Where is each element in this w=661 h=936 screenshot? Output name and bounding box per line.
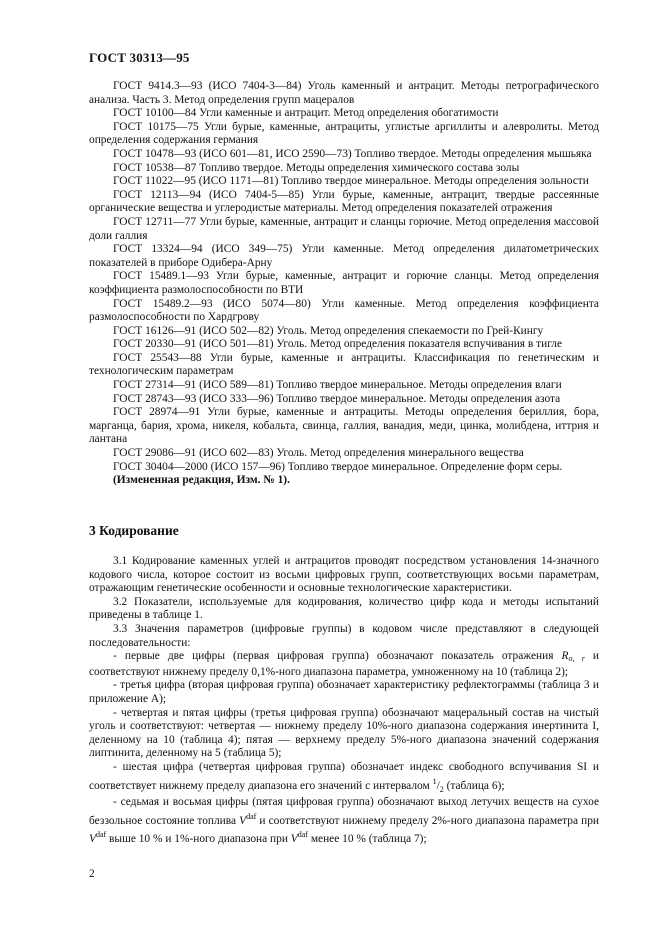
reference-item: ГОСТ 10478—93 (ИСО 601—81, ИСО 2590—73) Топливо твердое. Методы определения мышьяка — [113, 147, 592, 160]
reference-item: ГОСТ 13324—94 (ИСО 349—75) Угли каменные. Метод определения дилатометрических показателей в приборе Одибера-Арну — [89, 243, 599, 269]
reference-item: ГОСТ 9414.3—93 (ИСО 7404-3—84) Уголь каменный и антрацит. Методы петрографического анализа. Часть 3. Метод определения групп мацералов — [89, 80, 599, 106]
reference-item: ГОСТ 10175—75 Угли бурые, каменные, антрациты, углистые аргиллиты и алевролиты. Метод определения содержания германия — [89, 120, 599, 147]
reference-item: ГОСТ 25543—88 Угли бурые, каменные и антрациты. Классификация по генетическим и технологическим параметрам — [89, 351, 599, 378]
reference-item: ГОСТ 30404—2000 (ИСО 157—96) Топливо твердое минеральное. Определение форм серы. — [113, 460, 563, 473]
reference-item: ГОСТ 27314—91 (ИСО 589—81) Топливо твердое минеральное. Методы определения влаги — [113, 379, 562, 392]
reference-item: ГОСТ 29086—91 (ИСО 602—83) Уголь. Метод определения минерального вещества — [113, 447, 524, 460]
document-header: ГОСТ 30313—95 — [89, 50, 190, 65]
page-number: 2 — [89, 868, 95, 880]
paragraph-3-1: 3.1 Кодирование каменных углей и антрацитов проводят посредством установления 14-значного кодового числа, которое состоит из восьми цифровых групп, соответствующих восьми параметрам, отражающим генетические особенности и основные технологические характеристики. — [89, 555, 599, 595]
reference-item: ГОСТ 15489.1—93 Угли бурые, каменные, антрацит и горючие сланцы. Метод определения коэффициента размолоспособности по ВТИ — [89, 270, 599, 296]
paragraph-3-3: 3.3 Значения параметров (цифровые группы) в кодовом числе представляют в следующей последовательности: — [89, 622, 599, 649]
reference-item: ГОСТ 12113—94 (ИСО 7404-5—85) Угли бурые, каменные, антрацит, твердые рассеянные органические вещества и углеродистые материалы. Метод определения показателей отражения — [89, 188, 599, 215]
reference-item: ГОСТ 15489.2—93 (ИСО 5074—80) Угли каменные. Метод определения коэффициента размолоспособности по Хардгрову — [89, 297, 599, 324]
reference-item: ГОСТ 28974—91 Угли бурые, каменные и антрациты. Методы определения бериллия, бора, марганца, бария, хрома, никеля, кобальта, свинца, галлия, ванадия, меди, цинка, молибдена, иттрия и лантана — [89, 406, 599, 446]
list-item: - седьмая и восьмая цифры (пятая цифровая группа) обозначают выход летучих веществ на сухое беззольное состояние топлива $V^{daf}$ и соответствуют нижнему пределу 2%-ного диапазона параметра при $V^{daf}$ выше 10 % и 1%-ного диапазона при $V^{daf}$ менее 10 % (таблица 7); — [89, 796, 599, 846]
reference-item: ГОСТ 10538—87 Топливо твердое. Методы определения химического состава золы — [113, 161, 520, 174]
reference-item: ГОСТ 16126—91 (ИСО 502—82) Уголь. Метод определения спекаемости по Грей-Кингу — [113, 324, 544, 337]
list-item: - шестая цифра (четвертая цифровая группа) обозначает индекс свободного вспучивания SI и соответствует нижнему пределу диапазона его значений с интервалом $^1/_2$ (таблица 6); — [89, 760, 599, 794]
reference-item: ГОСТ 12711—77 Угли бурые, каменные, антрацит и сланцы горючие. Метод определения массовой доли галлия — [89, 215, 599, 242]
amendment-note: (Измененная редакция, Изм. № 1). — [113, 474, 290, 487]
list-item: - четвертая и пятая цифры (третья цифровая группа) обозначают мацеральный состав на чистый уголь и соответствуют: четвертая — нижнему пределу 10%-ного диапазона содержания инертинита I, деленному на 10 (таблица 4); пятая — верхнему пределу 5%-ного диапазона значений содержания липтинита, деленному на 5 (таблица 5); — [89, 706, 599, 760]
reflectance-symbol: R — [561, 650, 569, 663]
reference-item: ГОСТ 20330—91 (ИСО 501—81) Уголь. Метод определения показателя вспучивания в тигле — [113, 338, 563, 351]
reference-item: ГОСТ 28743—93 (ИСО 333—96) Топливо твердое минеральное. Методы определения азота — [113, 392, 561, 405]
volatile-symbol: V — [239, 814, 247, 827]
paragraph-3-2: 3.2 Показатели, используемые для кодирования, количество цифр кода и методы испытаний приведены в таблице 1. — [89, 595, 599, 622]
reference-item: ГОСТ 11022—95 (ИСО 1171—81) Топливо твердое минеральное. Методы определения зольности — [113, 175, 589, 188]
reference-item: ГОСТ 10100—84 Угли каменные и антрацит. Метод определения обогатимости — [113, 107, 499, 120]
normative-references-list — [89, 80, 599, 488]
list-item: - третья цифра (вторая цифровая группа) обозначает характеристику рефлектограммы (таблица 3 и приложение А); — [89, 679, 599, 705]
section-body — [89, 555, 599, 847]
section-title: 3 Кодирование — [89, 523, 179, 538]
list-item: - первые две цифры (первая цифровая группа) обозначают показатель отражения $R_{o, r}$ и соответствуют нижнему пределу 0,1%-ного диапазона параметра, умноженному на 10 (таблица 2); — [89, 650, 599, 678]
